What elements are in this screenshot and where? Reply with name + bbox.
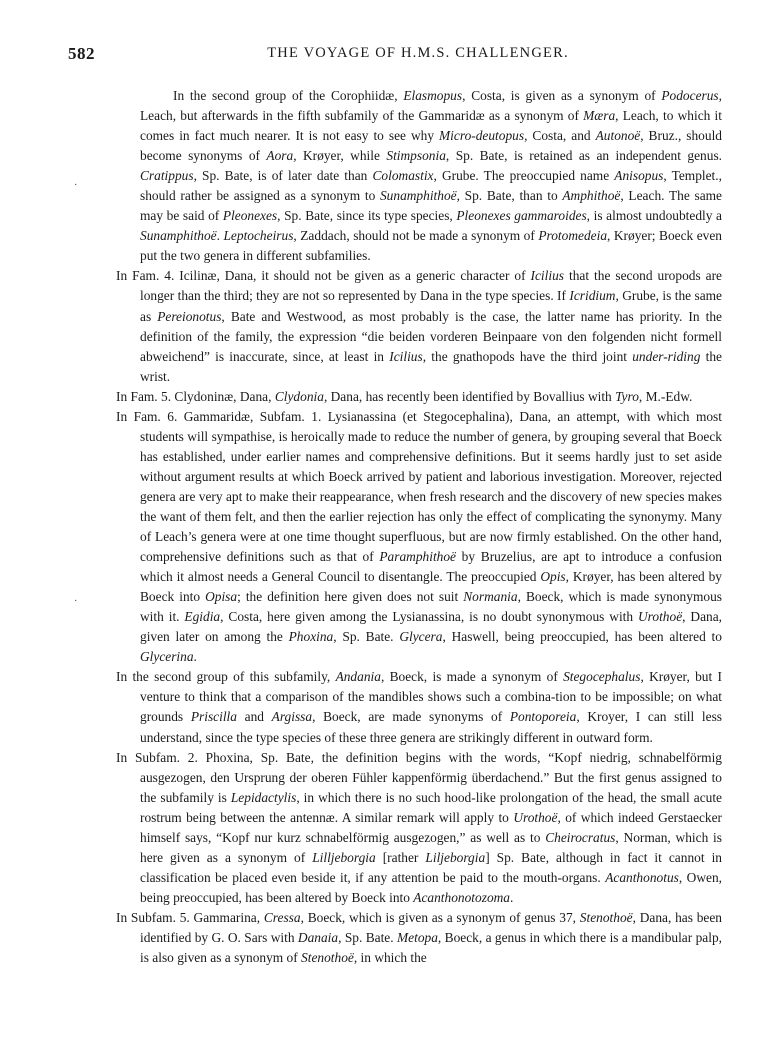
text-run: . [510, 889, 514, 905]
text-run: , Templet., should rather be assigned as a synonym to [140, 168, 722, 204]
taxon-name: Pereionotus [157, 308, 222, 324]
text-run: ; the definition here given does not suit [237, 589, 464, 605]
taxon-name: Cressa [263, 909, 301, 925]
paragraph-gammaridae-lysianassina [116, 407, 723, 668]
taxon-name: Icilius [389, 348, 423, 364]
paragraph-icilinae [116, 266, 723, 386]
taxon-name: Amphithoë [562, 188, 621, 204]
text-run: , Bruz., should become synonyms of [140, 128, 722, 164]
text-run: In Fam. 4. Icilinæ, Dana, it should not be given as a generic character of [116, 268, 531, 284]
taxon-name: Anisopus [614, 168, 664, 184]
page-header [68, 44, 728, 66]
taxon-name: Colomastix [372, 168, 434, 184]
taxon-name: Paramphithoë [379, 549, 456, 565]
text-run: , Sp. Bate, is retained as an independent genus. [445, 148, 723, 164]
taxon-name: Egidia [184, 609, 221, 625]
taxon-name: Argissa [271, 709, 313, 725]
running-title: THE VOYAGE OF H.M.S. CHALLENGER. [267, 45, 569, 61]
text-run: , the gnathopods have the third joint [422, 348, 633, 364]
taxon-name: Urothoë [513, 809, 558, 825]
text-run: , Boeck, a genus in which there is a mandibular palp, is also given as a synonym of [140, 929, 722, 966]
text-run: . [216, 228, 224, 244]
taxon-name: Protomedeia [538, 228, 608, 244]
taxon-name: Clydonia [274, 388, 324, 404]
taxon-name: Sunamphithoë [379, 188, 457, 204]
taxon-name: Opis [540, 569, 566, 585]
text-run: and [236, 709, 272, 725]
text-run: In Fam. 5. Clydoninæ, Dana, [116, 388, 275, 404]
text-run: , is almost undoubtedly a [586, 208, 722, 224]
taxon-name: Cheirocratus [545, 829, 616, 845]
text-run: , Grube, is the same as [140, 288, 722, 324]
text-run: , Owen, being preoccupied, has been altered by Boeck into [140, 869, 722, 905]
text-run: , Dana, has been identified by G. O. Sars with [140, 909, 722, 945]
text-run: the wrist. [140, 348, 722, 384]
taxon-name: Autonoë [595, 128, 641, 144]
paragraph-clydoninae [116, 387, 722, 407]
text-run: , Boeck, is made a synonym of [380, 669, 564, 685]
text-run: . [193, 649, 197, 665]
taxon-name: Icridium [569, 288, 616, 304]
text-run: In Subfam. 2. Phoxina, Sp. Bate, the definition begins with the words, “Kopf niedrig, schnabelförmig ausgezogen, den Ursprung der oberen Fühler kappenförmig überdachend.” But the first genus assigned to the subfamily is [116, 749, 722, 805]
body-text [116, 86, 723, 968]
text-run: , Leach. The same may be said of [140, 188, 722, 224]
text-run: , Grube. The preoccupied name [433, 168, 615, 184]
text-run: , Costa, is given as a synonym of [462, 88, 662, 103]
text-run: , Sp. Bate, than to [456, 188, 563, 204]
text-run: , Krøyer, while [293, 148, 387, 164]
text-run: [rather [375, 849, 426, 865]
text-run: , Dana, given later on among the [140, 609, 723, 645]
text-run: , Sp. Bate. [333, 629, 400, 645]
taxon-name: Pontoporeia [509, 709, 577, 725]
taxon-name: Phoxina [288, 629, 334, 645]
margin-speck: · [74, 596, 78, 607]
margin-speck: · [74, 180, 78, 191]
taxon-name: Liljeborgia [425, 849, 486, 865]
taxon-name: Andania [335, 669, 381, 685]
taxon-name: Glycera [399, 629, 443, 645]
taxon-name: Stenothoë [301, 950, 354, 966]
text-run: , Leach, to which it comes in fact much nearer. It is not easy to see why [140, 108, 722, 144]
text-run: , Zaddach, should not be made a synonym of [293, 228, 539, 244]
text-run: , Norman, which is here given as a synonym of [140, 829, 722, 865]
taxon-name: under-riding [632, 348, 701, 364]
taxon-name: Stenothoë [579, 909, 633, 925]
taxon-name: Urothoë [638, 609, 683, 625]
taxon-name: Elasmopus [403, 88, 463, 103]
paragraph-corophiidae [140, 86, 722, 266]
taxon-name: Acanthonotus [605, 869, 679, 885]
taxon-name: Lilljeborgia [312, 849, 376, 865]
text-run: , M.-Edw. [638, 388, 693, 404]
text-run: , Krøyer, but I venture to think that a comparison of the mandibles shows such a combina-tion to be impossible; on what grounds [140, 669, 722, 725]
text-run: , Costa, here given among the Lysianassina, is no doubt synonymous with [220, 609, 638, 625]
taxon-name: Icilius [530, 268, 564, 284]
taxon-name: Cratippus [140, 168, 194, 184]
text-run: , Dana, has recently been identified by Bovallius with [323, 388, 616, 404]
text-run: by Bruzelius, are apt to introduce a confusion which it almost needs a General Council to disentangle. The preoccupied [140, 549, 722, 585]
text-run: In Fam. 6. Gammaridæ, Subfam. 1. Lysianassina (et Stegocephalina), Dana, an attempt, with which most students will sympathise, is heroically made to reduce the number of genera, by grouping several that Boeck has established, under earlier names and comprehensive definitions. But it seems hardly just to set aside without argument results at which Boeck arrived by patient and laborious investigation. Moreover, rejected genera are very apt to make their reappearance, when fresh research and the discovery of new species makes the want of them felt, and then the earlier rejection has only the effect of complicating the synonymy. Many of Leach’s genera were at one time thought superfluous, but are now firmly established. On the other hand, comprehensive definitions such as that of [116, 408, 722, 565]
taxon-name: Normania [463, 589, 518, 605]
taxon-name: Sunamphithoë [140, 228, 217, 244]
text-run: that the second uropods are longer than the third; they are not so represented by Dana in the type species. If [140, 268, 723, 304]
text-run: , Sp. Bate. [338, 929, 397, 945]
taxon-name: Pleonexes [222, 208, 278, 224]
text-run: , Boeck, which is given as a synonym of genus 37, [300, 909, 580, 925]
taxon-name: Priscilla [190, 709, 237, 725]
text-run: , of which indeed Gerstaecker himself says, “Kopf nur kurz schnabelförmig ausgezogen,” as well as to [140, 809, 723, 845]
taxon-name: Opisa [205, 589, 238, 605]
text-run: , Costa, and [524, 128, 596, 144]
text-run: , Sp. Bate, is of later date than [193, 168, 373, 184]
taxon-name: Danaia [297, 929, 339, 945]
taxon-name: Acanthonotozoma [413, 889, 510, 905]
text-run: In the second group of the Corophiidæ, [173, 88, 404, 103]
text-run: , Haswell, being preoccupied, has been altered to [442, 629, 722, 645]
text-run: , in which the [353, 950, 427, 966]
taxon-name: Pleonexes gammaroides [456, 208, 587, 224]
text-run: , Krøyer; Boeck even put the two genera in different subfamilies. [140, 228, 722, 264]
text-run: , Leach, but afterwards in the fifth subfamily of the Gammaridæ as a synonym of [140, 88, 722, 124]
taxon-name: Lepidactylis [230, 789, 297, 805]
text-run: , Bate and Westwood, as most probably is the case, the latter name has priority. In the definition of the family, the expression “die beiden vorderen Beinpaare von den folgenden nicht formell abweichend” is inaccurate, since, at least in [140, 308, 722, 364]
text-run: , Boeck, are made synonyms of [312, 709, 510, 725]
taxon-name: Stegocephalus [563, 669, 641, 685]
text-run: ] Sp. Bate, although in fact it cannot in classification be placed even beside it, if any attention be paid to the mouth-organs. [140, 849, 722, 885]
taxon-name: Mæra [583, 108, 616, 124]
taxon-name: Metopa [397, 929, 438, 945]
paragraph-gammarina [116, 908, 722, 968]
text-run: , Kroyer, I can still less understand, since the type species of these three genera are strikingly different in outward form. [140, 709, 722, 745]
paragraph-phoxina [116, 748, 723, 908]
text-run: , Boeck, which is made synonymous with it. [140, 589, 722, 625]
paragraph-second-group-subfamily [116, 667, 722, 747]
text-run: In the second group of this subfamily, [116, 669, 336, 685]
taxon-name: Micro-deutopus [439, 128, 525, 144]
page-number: 582 [68, 44, 95, 63]
taxon-name: Glycerina [140, 649, 194, 665]
taxon-name: Tyro [615, 388, 639, 404]
text-run: , in which there is no such hood-like prolongation of the head, the small acute rostrum being between the antennæ. A similar remark will apply to [140, 789, 722, 825]
text-run: In Subfam. 5. Gammarina, [116, 909, 264, 925]
text-run: , Sp. Bate, since its type species, [277, 208, 457, 224]
taxon-name: Aora [266, 148, 294, 164]
taxon-name: Leptocheirus [223, 228, 294, 244]
taxon-name: Podocerus [661, 88, 719, 103]
taxon-name: Stimpsonia [386, 148, 446, 164]
text-run: , Krøyer, has been altered by Boeck into [140, 569, 722, 605]
